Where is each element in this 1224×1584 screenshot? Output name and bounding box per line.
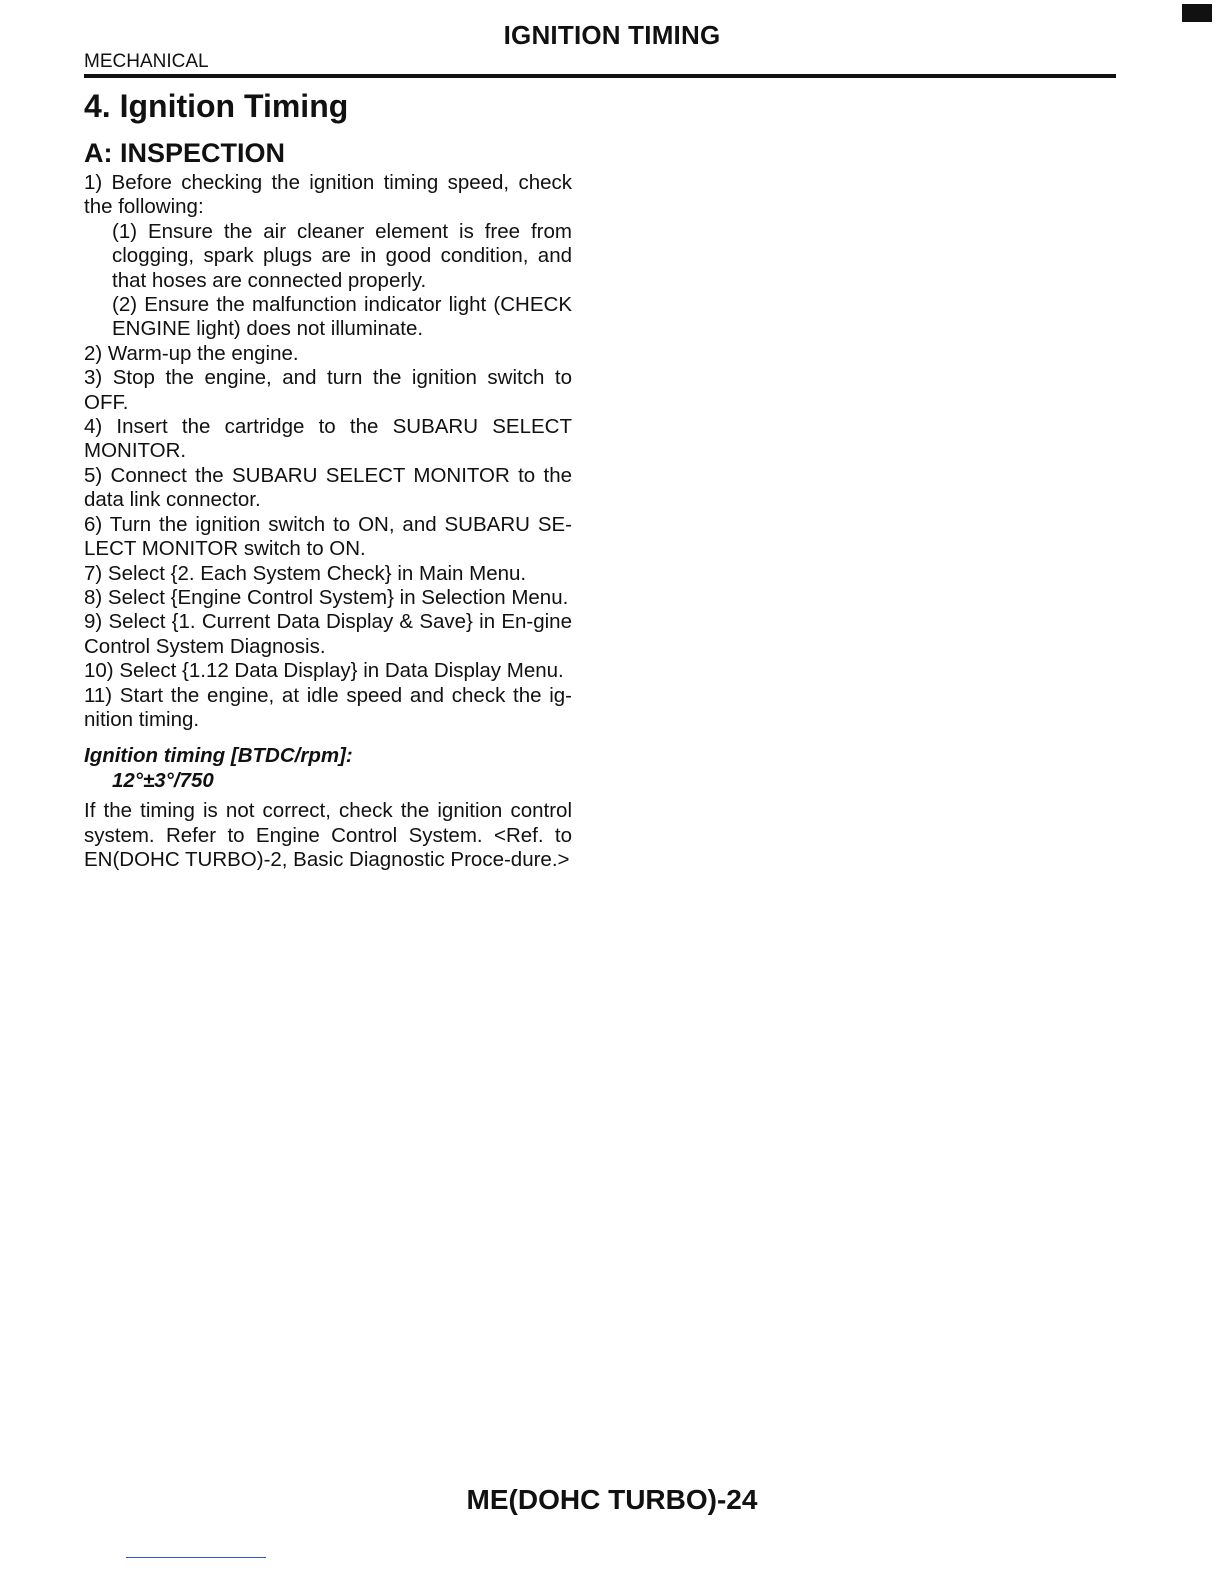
header-divider (84, 74, 1116, 78)
step-9: 9) Select {1. Current Data Display & Save} in En-gine Control System Diagnosis. (84, 610, 572, 658)
step-2: 2) Warm-up the engine. (84, 341, 299, 365)
sub-step-2: (2) Ensure the malfunction indicator light (CHECK ENGINE light) does not illuminate. (112, 293, 572, 341)
spec-label: Ignition timing [BTDC/rpm]: (84, 744, 353, 768)
step-11: 11) Start the engine, at idle speed and check the ig-nition timing. (84, 683, 572, 731)
step-8: 8) Select {Engine Control System} in Selection Menu. (84, 585, 569, 609)
step-10: 10) Select {1.12 Data Display} in Data Display Menu. (84, 659, 564, 683)
correction-note: If the timing is not correct, check the ignition control system. Refer to Engine Control System. <Ref. to EN(DOHC TURBO)-2, Basic Diagnostic Proce-dure.> (84, 799, 572, 871)
sub-step-1: (1) Ensure the air cleaner element is free from clogging, spark plugs are in good condition, and that hoses are connected properly. (112, 219, 572, 292)
section-label: MECHANICAL (84, 51, 209, 72)
step-4: 4) Insert the cartridge to the SUBARU SELECT MONITOR. (84, 415, 572, 463)
page-number: ME(DOHC TURBO)-24 (466, 1484, 758, 1515)
spec-value: 12°±3°/750 (112, 768, 214, 792)
step-6: 6) Turn the ignition switch to ON, and SUBARU SE-LECT MONITOR switch to ON. (84, 512, 572, 561)
step-3: 3) Stop the engine, and turn the ignition switch to OFF. (84, 366, 572, 414)
running-title: IGNITION TIMING (503, 20, 721, 50)
section-subtitle: A: INSPECTION (84, 138, 286, 168)
step-5: 5) Connect the SUBARU SELECT MONITOR to the data link connector. (84, 463, 572, 512)
chapter-title: 4. Ignition Timing (84, 88, 349, 124)
step-1: 1) Before checking the ignition timing speed, check the following: (84, 171, 572, 219)
bottom-rule (126, 1557, 266, 1558)
inspection-section (84, 137, 572, 872)
step-7: 7) Select {2. Each System Check} in Main Menu. (84, 561, 527, 585)
